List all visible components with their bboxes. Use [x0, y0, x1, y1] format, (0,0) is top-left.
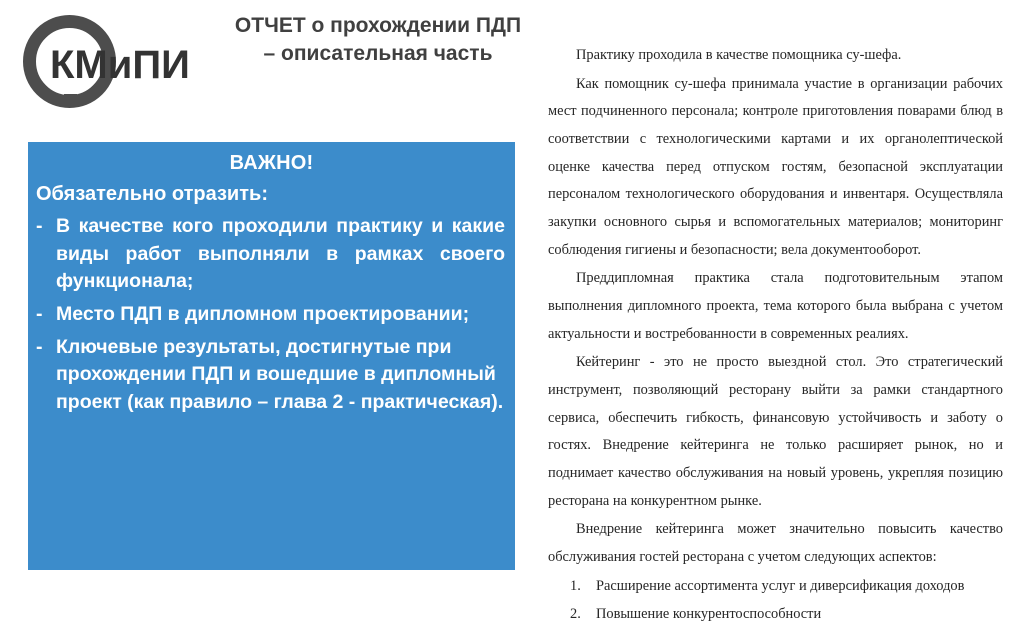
- callout-heading: ВАЖНО!: [229, 152, 314, 174]
- list-item: [548, 573, 1003, 601]
- list-item: [28, 296, 515, 329]
- bullet-text: В качестве кого проходили практику и какие виды работ выполняли в рамках своего функционала;: [56, 215, 505, 293]
- list-item-number: 2.: [570, 606, 581, 623]
- list-item: [28, 208, 515, 296]
- body-paragraph: Преддипломная практика стала подготовительным этапом выполнения дипломного проекта, тема которого была выбрана с учетом актуальности и востребованности в современных реалиях.: [548, 270, 1003, 342]
- body-paragraph: Практику проходила в качестве помощника су-шефа.: [576, 47, 902, 63]
- list-item-text: Расширение ассортимента услуг и диверсификация доходов: [596, 578, 965, 595]
- list-item: [28, 329, 515, 417]
- list-item: [548, 601, 1003, 629]
- bullet-text: Место ПДП в дипломном проектировании;: [56, 303, 470, 326]
- numbered-list: [548, 573, 1003, 628]
- bullet-marker: -: [36, 335, 43, 358]
- list-item-number: 1.: [570, 578, 581, 595]
- bullet-text: Ключевые результаты, достигнутые при прохождении ПДП и вошедшие в дипломный проект (как правило – глава 2 - практическая).: [56, 335, 504, 414]
- gear-logo-icon: [22, 14, 242, 109]
- body-paragraph: Кейтеринг - это не просто выездной стол. Это стратегический инструмент, позволяющий ресторану выйти за рамки стандартного сервиса, обеспечить гибкость, финансовую устойчивость и заботу о гостях. Внедрение кейтеринга не только расширяет рынок, но и поднимает качество обслуживания на новый уровень, укрепляя позицию ресторана на конкурентном рынке.: [548, 354, 1003, 509]
- body-text-column: [548, 42, 1003, 629]
- bullet-marker: -: [36, 303, 43, 326]
- body-paragraph: Как помощник су-шефа принимала участие в организации рабочих мест подчиненного персонала; контроле приготовления поварами блюд в соответствии с технологическими картами и их органолептической оценке качества перед отпуском гостям, безопасной эксплуатации персоналом технологического оборудования и инвентаря. Осуществляла закупки основного сырья и вспомогательных материалов; мониторинг соблюдения гигиены и безопасности; вела документооборот.: [548, 75, 1003, 258]
- bullet-marker: -: [36, 215, 43, 237]
- callout-subheading: Обязательно отразить:: [36, 183, 268, 205]
- body-paragraph: Внедрение кейтеринга может значительно повысить качество обслуживания гостей ресторана с учетом следующих аспектов:: [548, 521, 1003, 565]
- callout-bullet-list: [28, 208, 515, 417]
- list-item-text: Повышение конкурентоспособности: [596, 606, 822, 623]
- organization-logo: [22, 14, 242, 109]
- important-callout: [28, 142, 515, 570]
- page-title: ОТЧЕТ о прохождении ПДП – описательная часть: [234, 14, 522, 65]
- logo-text: КМиПИ: [50, 43, 190, 87]
